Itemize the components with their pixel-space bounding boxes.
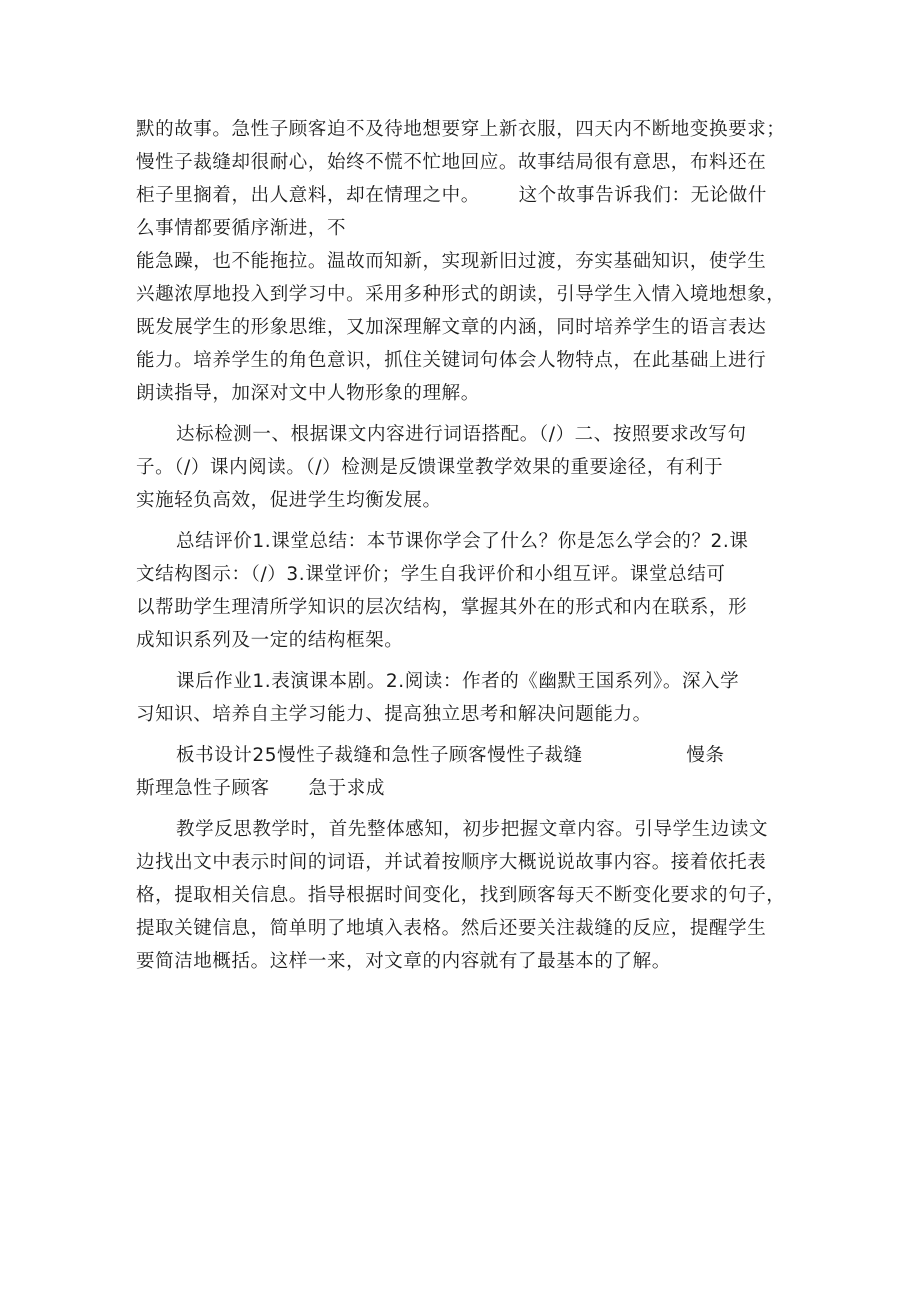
document-body [136, 113, 796, 978]
text-line: 格，提取相关信息。指导根据时间变化，找到顾客每天不断变化要求的句子， [136, 885, 786, 906]
text-line: 文结构图示：（/）3.课堂评价；学生自我评价和小组互评。课堂总结可 [136, 564, 726, 585]
text-line: 要简洁地概括。这样一来，对文章的内容就有了最基本的了解。 [136, 951, 671, 972]
section-summary-line: 总结评价1.课堂总结：本节课你学会了什么？你是怎么学会的？2.课 [176, 531, 749, 552]
text-line: 能力。培养学生的角色意识，抓住关键词句体会人物特点，在此基础上进行 [136, 350, 767, 371]
section-homework-line: 课后作业1.表演课本剧。2.阅读：作者的《幽默王国系列》。深入学 [176, 671, 740, 692]
text-line: 能急躁，也不能拖拉。温故而知新，实现新旧过渡，夯实基础知识，使学生 [136, 251, 767, 272]
section-reflection-line: 教学反思教学时，首先整体感知，初步把握文章内容。引导学生边读文 [176, 819, 769, 840]
section-assessment-line: 达标检测一、根据课文内容进行词语搭配。（/）二、按照要求改写句 [176, 424, 747, 445]
text-line: 提取关键信息，简单明了地填入表格。然后还要关注裁缝的反应，提醒学生 [136, 918, 767, 939]
section-board-design-line: 板书设计25慢性子裁缝和急性子顾客慢性子裁缝 慢条 [176, 745, 725, 766]
text-line: 兴趣浓厚地投入到学习中。采用多种形式的朗读，引导学生入情入境地想象， [136, 284, 786, 305]
text-line: 么事情都要循序渐进，不 [136, 218, 347, 239]
text-line: 边找出文中表示时间的词语，并试着按顺序大概说说故事内容。接着依托表 [136, 852, 767, 873]
text-line: 默的故事。急性子顾客迫不及待地想要穿上新衣服，四天内不断地变换要求； [136, 119, 786, 140]
text-line: 习知识、培养自主学习能力、提高独立思考和解决问题能力。 [136, 704, 652, 725]
text-line: 柜子里搁着，出人意料，却在情理之中。 这个故事告诉我们：无论做什 [136, 185, 767, 206]
text-line: 以帮助学生理清所学知识的层次结构，掌握其外在的形式和内在联系，形 [136, 597, 748, 618]
text-line: 慢性子裁缝却很耐心，始终不慌不忙地回应。故事结局很有意思，布料还在 [136, 152, 767, 173]
text-line: 实施轻负高效，促进学生均衡发展。 [136, 490, 442, 511]
text-line: 朗读指导，加深对文中人物形象的理解。 [136, 383, 480, 404]
text-line: 既发展学生的形象思维，又加深理解文章的内涵，同时培养学生的语言表达 [136, 317, 767, 338]
text-line: 成知识系列及一定的结构框架。 [136, 630, 404, 651]
text-line: 斯理急性子顾客 急于求成 [136, 778, 385, 799]
text-line: 子。（/）课内阅读。（/）检测是反馈课堂教学效果的重要途径，有利于 [136, 457, 724, 478]
